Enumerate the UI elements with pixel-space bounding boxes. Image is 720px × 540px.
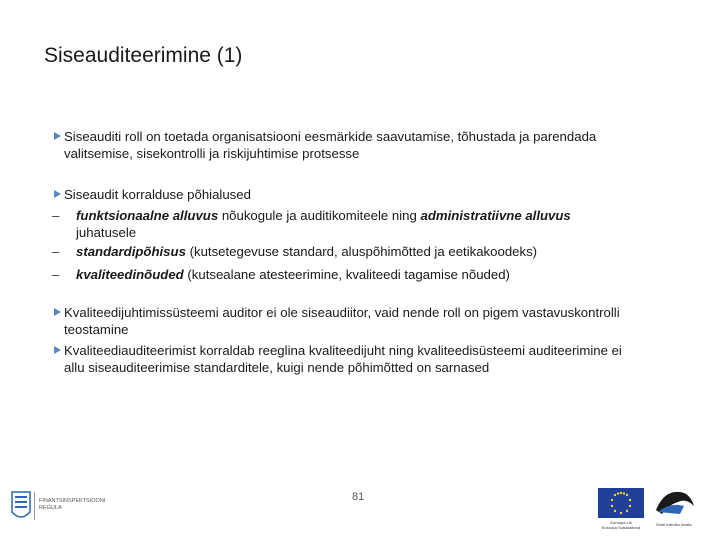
sub-item-text: (kutsealane atesteerimine, kvaliteedi tagamise nõuded): [183, 267, 510, 282]
sub-item: [44, 243, 664, 260]
bullet-marker-icon: [54, 190, 61, 198]
eu-logo: [596, 486, 646, 532]
bullet-text-line: valitsemise, sisekontrolli ja riskijuhtimise protsesse: [64, 146, 360, 161]
coat-of-arms-icon: [8, 488, 108, 528]
sub-item-text: nõukogule ja auditikomiteele ning: [218, 208, 421, 223]
sub-item-text: (kutsetegevuse standard, aluspõhimõtted ja eetikakoodeks): [185, 244, 538, 259]
bullet-text-line: Kvaliteediauditeerimist korraldab reeglina kvaliteedijuht ning kvaliteedisüsteemi auditeerimine ei: [64, 343, 622, 358]
bullet-text-line: allu siseauditeerimise standarditele, kuigi nende põhimõtted on sarnased: [64, 360, 490, 375]
sub-item-emphasis: kvaliteedinõuded: [76, 267, 184, 282]
eu-flag-icon: [596, 486, 646, 532]
dash-icon: –: [52, 244, 60, 259]
svg-text:REGULA: REGULA: [39, 505, 62, 511]
bullet-text: Siseaudit korralduse põhialused: [64, 187, 251, 202]
bullet-item: [54, 186, 674, 203]
sub-item-continuation: juhatusele: [76, 225, 137, 240]
organization-logo: [8, 488, 108, 528]
estonia-logo: [650, 484, 698, 530]
bullet-text-line: Kvaliteedijuhtimissüsteemi auditor ei ole siseaudiitor, vaid nende roll on pigem vastavuskontrolli: [64, 305, 620, 320]
sub-item-emphasis: administratiivne alluvus: [420, 208, 571, 223]
bullet-marker-icon: [54, 308, 61, 316]
sub-item: [44, 207, 664, 241]
swallow-icon: [650, 484, 698, 530]
slide-title: Siseauditeerimine (1): [44, 44, 243, 67]
bullet-marker-icon: [54, 346, 61, 354]
svg-text:Eesti tuleviku heaks: Eesti tuleviku heaks: [656, 522, 692, 527]
bullet-item: [54, 128, 674, 162]
svg-text:FINANTSINSPEKTSIOONI: FINANTSINSPEKTSIOONI: [39, 498, 106, 504]
dash-icon: –: [52, 267, 60, 282]
sub-item-emphasis: funktsionaalne alluvus: [76, 208, 219, 223]
bullet-text-line: teostamine: [64, 322, 129, 337]
bullet-text-line: Siseauditi roll on toetada organisatsiooni eesmärkide saavutamise, tõhustada ja parendada: [64, 129, 597, 144]
dash-icon: –: [52, 208, 60, 223]
sub-item: [44, 266, 664, 283]
bullet-item: [54, 342, 674, 376]
sub-item-emphasis: standardipõhisus: [76, 244, 186, 259]
page-number: 81: [352, 491, 365, 503]
bullet-item: [54, 304, 674, 338]
svg-text:Euroopa Liit: Euroopa Liit: [610, 520, 632, 525]
bullet-marker-icon: [54, 132, 61, 140]
svg-text:Euroopa Sotsiaalfond: Euroopa Sotsiaalfond: [601, 525, 641, 530]
